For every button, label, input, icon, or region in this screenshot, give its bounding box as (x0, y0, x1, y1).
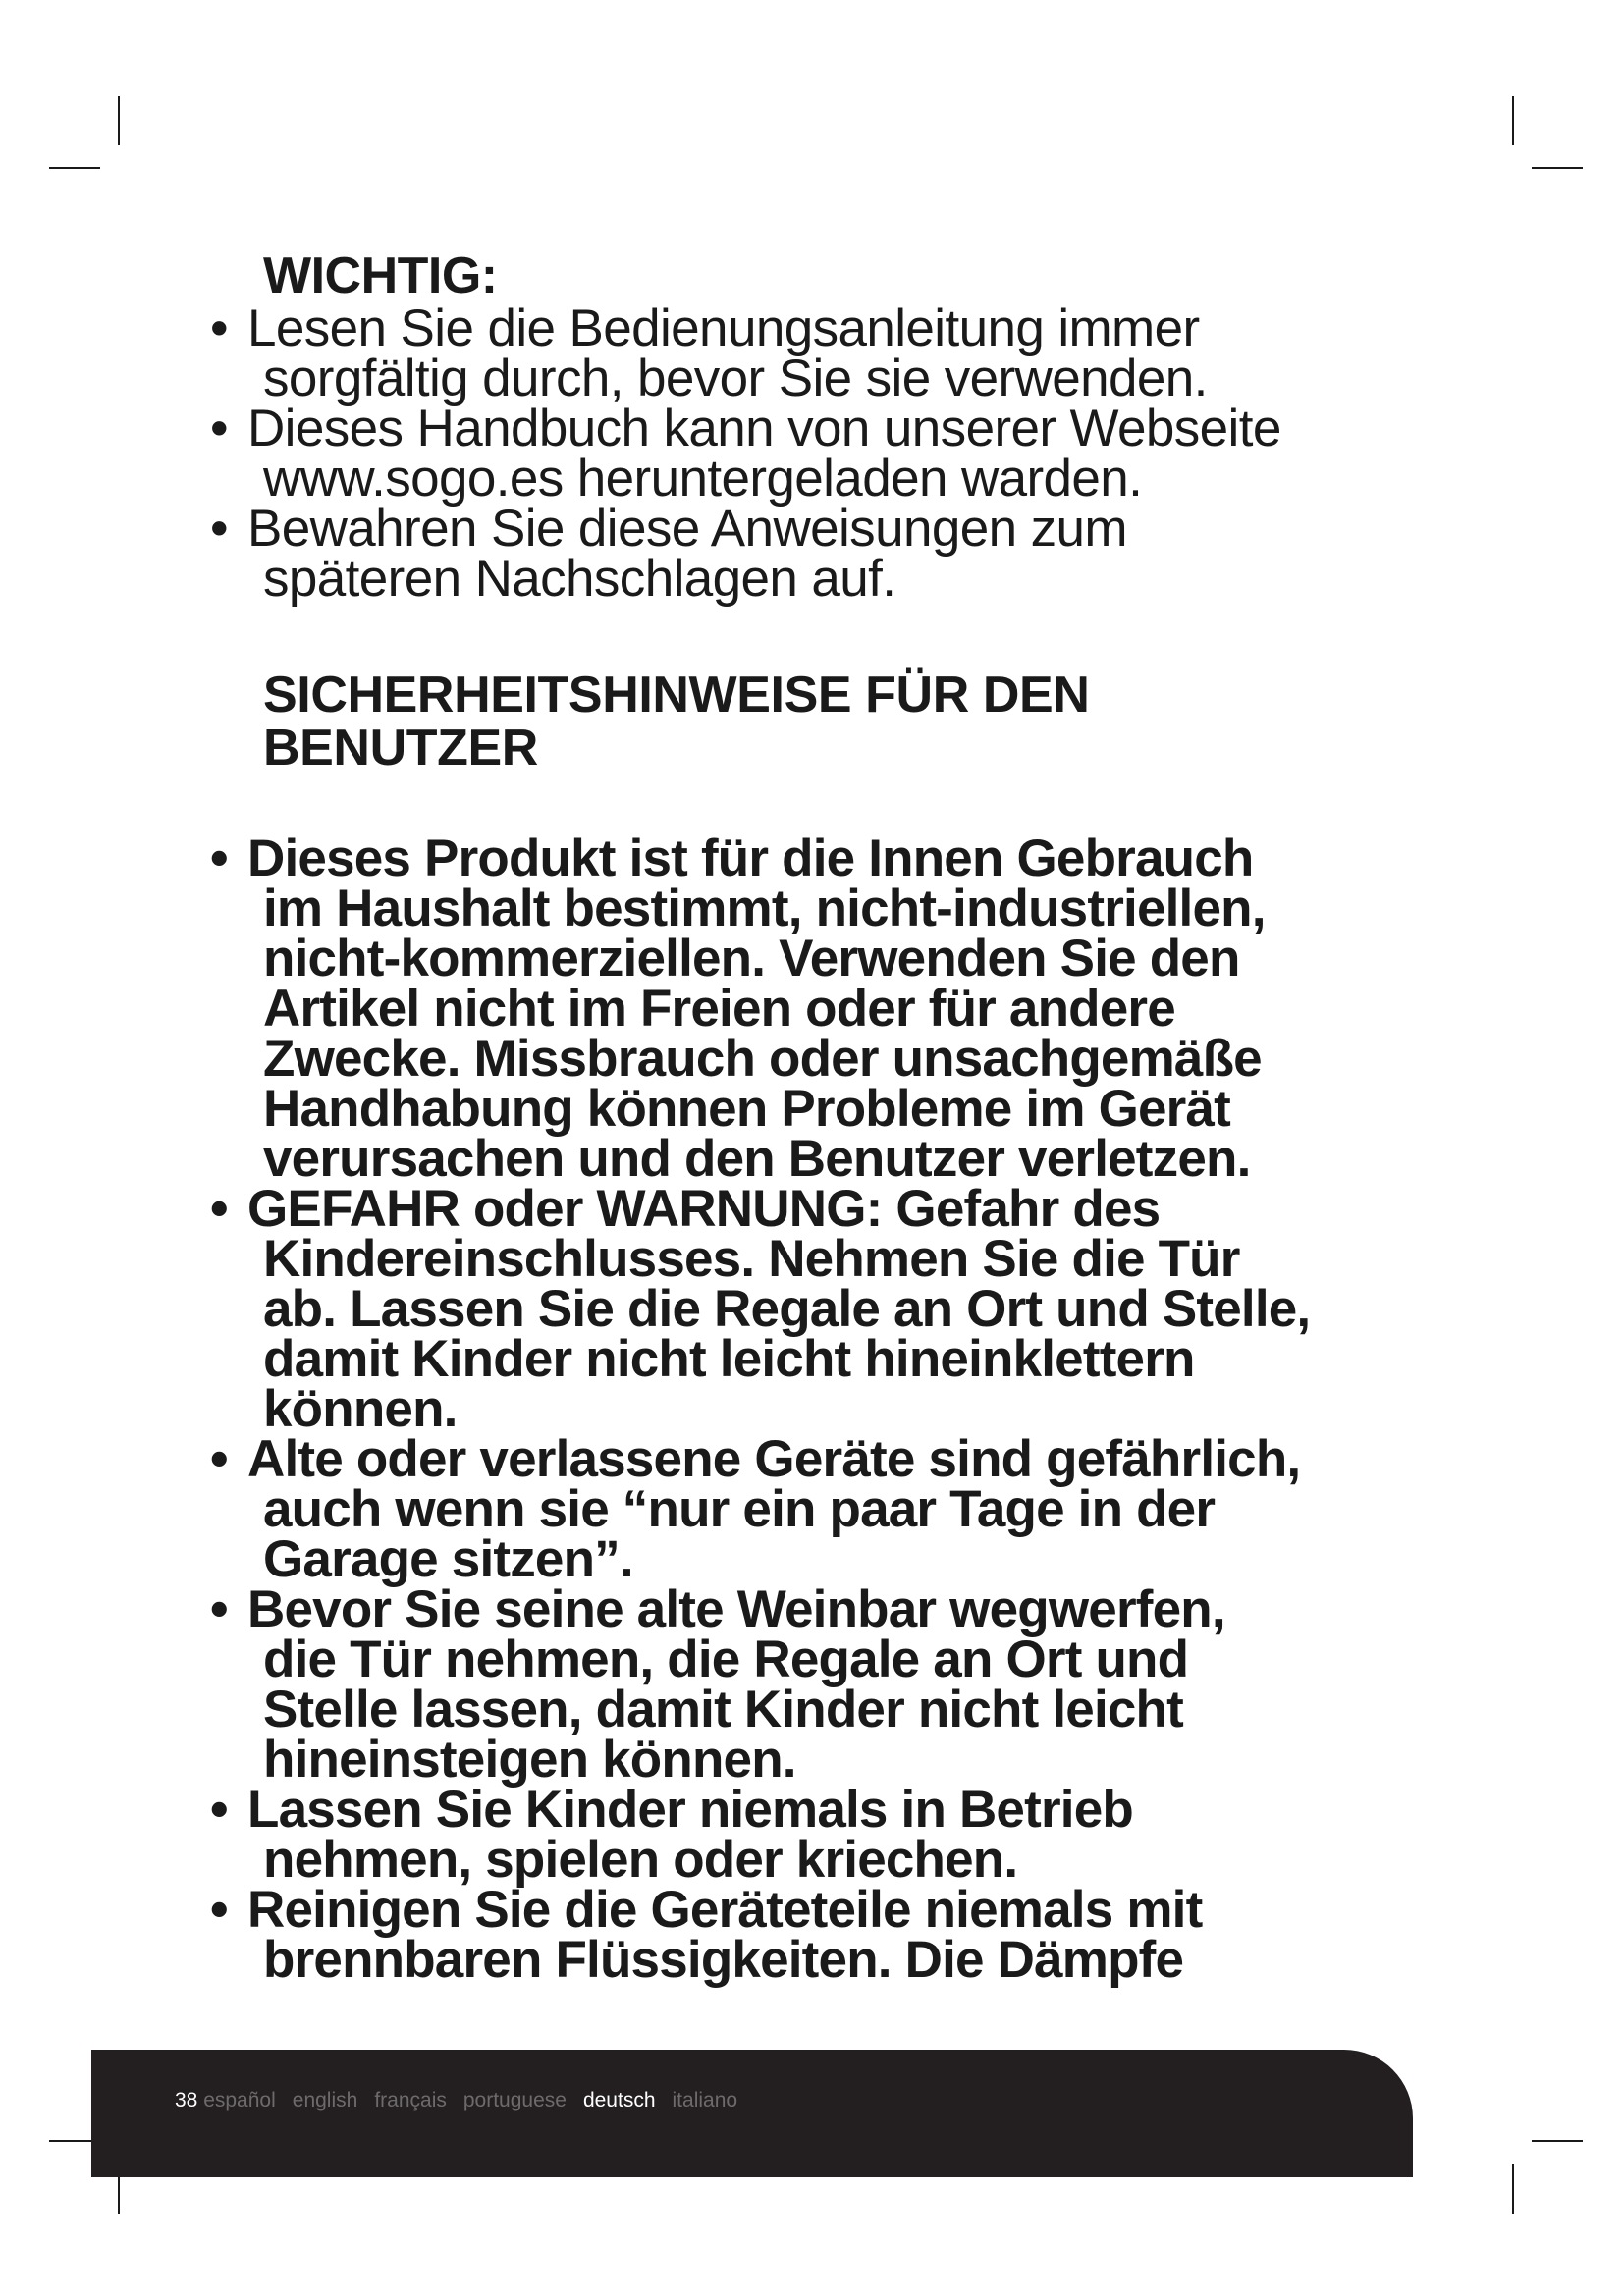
list-item (196, 299, 1434, 407)
bullet-icon: • (210, 400, 228, 457)
list-item-line: Zwecke. Missbrauch oder unsachgemäße (263, 1030, 1262, 1088)
safety-list (196, 829, 1434, 1989)
safety-heading-line: SICHERHEITSHINWEISE FÜR DEN (263, 667, 1090, 723)
list-item-line: GEFAHR oder WARNUNG: Gefahr des (247, 1180, 1161, 1238)
page-content (196, 247, 1434, 1989)
bullet-icon: • (210, 1781, 228, 1839)
crop-mark (49, 167, 100, 169)
list-item-line: Alte oder verlassene Geräte sind gefährlich, (247, 1430, 1301, 1488)
list-item-line: die Tür nehmen, die Regale an Ort und (263, 1630, 1189, 1688)
language-link-francais[interactable]: français (374, 2089, 447, 2111)
list-item-line: hineinsteigen können. (263, 1731, 796, 1789)
list-item-line: Bevor Sie seine alte Weinbar wegwerfen, (247, 1580, 1225, 1638)
list-item-line: damit Kinder nicht leicht hineinklettern (263, 1330, 1195, 1388)
language-link-espanol[interactable]: español (203, 2089, 276, 2111)
list-item-line: brennbaren Flüssigkeiten. Die Dämpfe (263, 1931, 1184, 1989)
list-item-line: Dieses Produkt ist für die Innen Gebrauch (247, 829, 1254, 887)
bullet-icon: • (210, 500, 228, 558)
list-item-line: nicht-kommerziellen. Verwenden Sie den (263, 930, 1240, 988)
list-item (196, 1580, 1434, 1789)
bullet-icon: • (210, 1430, 228, 1488)
important-heading: WICHTIG: (263, 247, 498, 304)
language-link-deutsch[interactable]: deutsch (582, 2089, 656, 2111)
list-item-line: Kindereinschlusses. Nehmen Sie die Tür (263, 1230, 1240, 1288)
list-item-line: Garage sitzen”. (263, 1530, 633, 1588)
page-number: 38 (175, 2089, 198, 2111)
bullet-icon: • (210, 299, 228, 357)
list-item (196, 829, 1434, 1188)
list-item-line: verursachen und den Benutzer verletzen. (263, 1130, 1251, 1188)
crop-mark (118, 96, 120, 145)
list-item (196, 1781, 1434, 1889)
bullet-icon: • (210, 1881, 228, 1939)
footer-bar (91, 2050, 1413, 2177)
language-link-english[interactable]: english (292, 2089, 358, 2111)
list-item (196, 1881, 1434, 1989)
list-item-line: können. (263, 1380, 458, 1438)
list-item-line: Artikel nicht im Freien oder für andere (263, 980, 1175, 1038)
crop-mark (1532, 2140, 1583, 2142)
list-item (196, 400, 1434, 507)
safety-heading-line: BENUTZER (263, 720, 538, 776)
list-item-line: auch wenn sie “nur ein paar Tage in der (263, 1480, 1216, 1538)
list-item-line: Dieses Handbuch kann von unserer Webseite (247, 400, 1281, 457)
list-item-line: im Haushalt bestimmt, nicht-industriellen, (263, 880, 1266, 937)
list-item-line: ab. Lassen Sie die Regale an Ort und Stelle, (263, 1280, 1311, 1338)
list-item (196, 500, 1434, 608)
list-item-line: Bewahren Sie diese Anweisungen zum (247, 500, 1127, 558)
list-item-line: nehmen, spielen oder kriechen. (263, 1831, 1018, 1889)
list-item-line: späteren Nachschlagen auf. (263, 550, 896, 608)
list-item (196, 1180, 1434, 1438)
list-item-line: sorgfältig durch, bevor Sie sie verwenden. (263, 349, 1208, 407)
crop-mark (1532, 167, 1583, 169)
intro-list (196, 299, 1434, 608)
language-link-italiano[interactable]: italiano (672, 2089, 738, 2111)
list-item-line: Handhabung können Probleme im Gerät (263, 1080, 1231, 1138)
list-item (196, 1430, 1434, 1588)
language-link-portuguese[interactable]: portuguese (462, 2089, 567, 2111)
crop-mark (1512, 2164, 1514, 2214)
list-item-line: Lassen Sie Kinder niemals in Betrieb (247, 1781, 1133, 1839)
list-item-line: Lesen Sie die Bedienungsanleitung immer (247, 299, 1200, 357)
list-item-line: www.sogo.es heruntergeladen warden. (263, 450, 1143, 507)
bullet-icon: • (210, 1580, 228, 1638)
language-nav (175, 2089, 754, 2112)
bullet-icon: • (210, 1180, 228, 1238)
safety-heading (263, 668, 1434, 774)
list-item-line: Stelle lassen, damit Kinder nicht leicht (263, 1681, 1183, 1738)
list-item-line: Reinigen Sie die Geräteteile niemals mit (247, 1881, 1203, 1939)
crop-mark (1512, 96, 1514, 145)
bullet-icon: • (210, 829, 228, 887)
